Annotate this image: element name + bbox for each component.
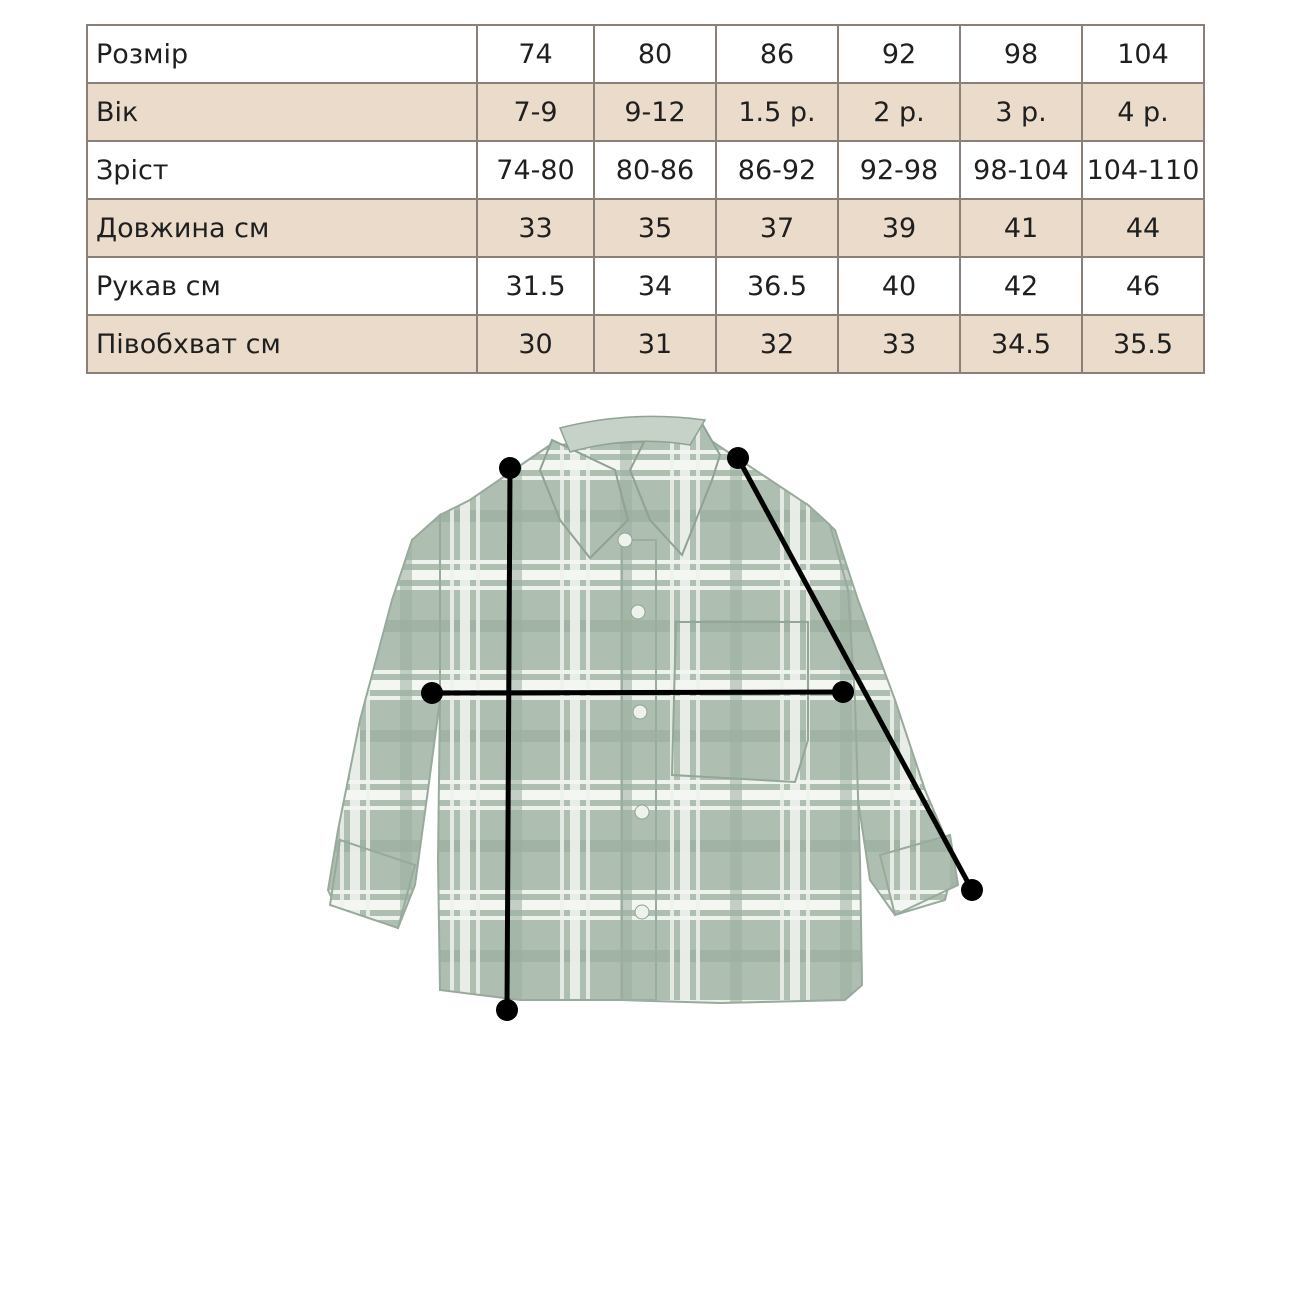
- cell: 92: [838, 25, 960, 83]
- cell: 9-12: [594, 83, 716, 141]
- cell: 31: [594, 315, 716, 373]
- cell: 32: [716, 315, 838, 373]
- length-measure-line: [507, 468, 510, 1010]
- cell: 98-104: [960, 141, 1082, 199]
- cell: 80: [594, 25, 716, 83]
- shirt-figure: [300, 405, 1000, 1035]
- cell: 46: [1082, 257, 1204, 315]
- row-half-chest: [87, 315, 1204, 373]
- chest-pocket: [672, 622, 808, 782]
- cell: 40: [838, 257, 960, 315]
- cell: 33: [477, 199, 594, 257]
- length-bottom-dot: [496, 999, 518, 1021]
- cell: 86: [716, 25, 838, 83]
- cell: 34.5: [960, 315, 1082, 373]
- row-label: Рукав см: [87, 257, 477, 315]
- cell: 41: [960, 199, 1082, 257]
- button: [618, 533, 632, 547]
- row-label: Вік: [87, 83, 477, 141]
- chest-left-dot: [421, 682, 443, 704]
- plaid-shirt-icon: [300, 405, 1000, 1035]
- cell: 35: [594, 199, 716, 257]
- cell: 35.5: [1082, 315, 1204, 373]
- cell: 2 р.: [838, 83, 960, 141]
- cell: 80-86: [594, 141, 716, 199]
- cell: 92-98: [838, 141, 960, 199]
- row-height: [87, 141, 1204, 199]
- cell: 4 р.: [1082, 83, 1204, 141]
- row-label: Півобхват см: [87, 315, 477, 373]
- cell: 3 р.: [960, 83, 1082, 141]
- row-age: [87, 83, 1204, 141]
- cell: 86-92: [716, 141, 838, 199]
- row-label: Розмір: [87, 25, 477, 83]
- size-chart-table: [86, 24, 1205, 374]
- sleeve-top-dot: [727, 447, 749, 469]
- sleeve-bottom-dot: [961, 879, 983, 901]
- row-label: Зріст: [87, 141, 477, 199]
- button: [633, 705, 647, 719]
- cell: 36.5: [716, 257, 838, 315]
- cell: 44: [1082, 199, 1204, 257]
- cell: 104-110: [1082, 141, 1204, 199]
- cell: 31.5: [477, 257, 594, 315]
- cell: 74-80: [477, 141, 594, 199]
- row-label: Довжина см: [87, 199, 477, 257]
- button: [635, 805, 649, 819]
- chest-measure-line: [432, 692, 843, 693]
- button: [635, 905, 649, 919]
- cell: 30: [477, 315, 594, 373]
- row-sleeve: [87, 257, 1204, 315]
- cell: 104: [1082, 25, 1204, 83]
- cell: 34: [594, 257, 716, 315]
- button: [631, 605, 645, 619]
- row-size: [87, 25, 1204, 83]
- cell: 39: [838, 199, 960, 257]
- row-length: [87, 199, 1204, 257]
- cell: 7-9: [477, 83, 594, 141]
- cell: 42: [960, 257, 1082, 315]
- cell: 33: [838, 315, 960, 373]
- chest-right-dot: [832, 681, 854, 703]
- cell: 98: [960, 25, 1082, 83]
- cell: 74: [477, 25, 594, 83]
- cell: 37: [716, 199, 838, 257]
- cell: 1.5 р.: [716, 83, 838, 141]
- length-top-dot: [499, 457, 521, 479]
